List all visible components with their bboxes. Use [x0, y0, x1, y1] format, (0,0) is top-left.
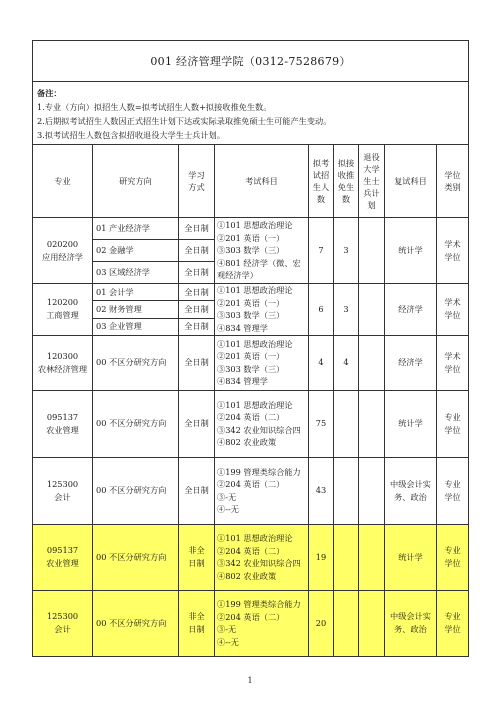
direction-cell: 03 企业管理	[93, 318, 179, 335]
exam-num-cell: 19	[309, 524, 334, 590]
veteran-cell	[359, 218, 385, 284]
header-retest: 复试科目	[385, 145, 437, 218]
mode-cell: 全日制	[179, 457, 215, 524]
major-cell: 095137 农业管理	[33, 524, 93, 590]
veteran-cell	[359, 284, 385, 336]
mode-cell: 全日制	[179, 335, 215, 390]
direction-cell: 00 不区分研究方向	[93, 390, 179, 457]
direction-cell: 02 金融学	[93, 240, 179, 262]
subjects-cell: ①199 管理类综合能力 ②204 英语（二） ③-无 ④--无	[215, 457, 309, 524]
degree-cell: 专业 学位	[437, 524, 469, 590]
subjects-cell: ①101 思想政治理论 ②201 英语（一） ③303 数学（三） ④801 经济学（微、宏观经济学）	[215, 218, 309, 284]
header-recommend-num: 拟接 收推 免生 数	[334, 145, 359, 218]
mode-cell: 非全 日制	[179, 590, 215, 656]
header-mode: 学习 方式	[179, 145, 215, 218]
subjects-cell: ①101 思想政治理论 ②204 英语（二） ③342 农业知识综合四 ④802 农业政策	[215, 390, 309, 457]
mode-cell: 全日制	[179, 262, 215, 284]
degree-cell: 学术 学位	[437, 335, 469, 390]
recommend-num-cell	[334, 390, 359, 457]
veteran-cell	[359, 335, 385, 390]
admissions-sheet	[32, 40, 468, 657]
direction-cell: 02 财务管理	[93, 301, 179, 318]
notes-heading: 备注：	[37, 88, 62, 98]
recommend-num-cell	[334, 457, 359, 524]
note-line: 2.后期拟考试招生人数因正式招生计划下达或实际录取推免硕士生可能产生变动。	[37, 116, 332, 126]
header-major: 专业	[33, 145, 93, 218]
veteran-cell	[359, 457, 385, 524]
exam-num-cell: 75	[309, 390, 334, 457]
admissions-table	[32, 40, 469, 657]
header-degree: 学位 类别	[437, 145, 469, 218]
exam-num-cell: 20	[309, 590, 334, 656]
direction-cell: 03 区域经济学	[93, 262, 179, 284]
page-title: 001 经济管理学院（0312-7528679）	[33, 41, 469, 82]
header-row	[33, 145, 469, 218]
recommend-num-cell: 3	[334, 284, 359, 336]
mode-cell: 非全 日制	[179, 524, 215, 590]
page-number: 1	[247, 676, 253, 685]
exam-num-cell: 43	[309, 457, 334, 524]
subjects-cell: ①199 管理类综合能力 ②204 英语（二） ③-无 ④--无	[215, 590, 309, 656]
retest-cell: 中级会计实务、政治	[385, 590, 437, 656]
degree-cell: 专业 学位	[437, 590, 469, 656]
direction-cell: 00 不区分研究方向	[93, 457, 179, 524]
exam-num-cell: 6	[309, 284, 334, 336]
header-subjects: 考试科目	[215, 145, 309, 218]
degree-cell: 学术 学位	[437, 218, 469, 284]
direction-cell: 01 会计学	[93, 284, 179, 301]
mode-cell: 全日制	[179, 284, 215, 301]
exam-num-cell: 4	[309, 335, 334, 390]
table-row	[33, 218, 469, 240]
table-row	[33, 457, 469, 524]
subjects-cell: ①101 思想政治理论 ②201 英语（一） ③303 数学（三） ④834 管理学	[215, 335, 309, 390]
mode-cell: 全日制	[179, 301, 215, 318]
mode-cell: 全日制	[179, 218, 215, 240]
recommend-num-cell	[334, 524, 359, 590]
retest-cell: 统计学	[385, 524, 437, 590]
header-exam-num: 拟考 试招 生人 数	[309, 145, 334, 218]
major-cell: 125300 会计	[33, 590, 93, 656]
degree-cell: 学术 学位	[437, 284, 469, 336]
subjects-cell: ①101 思想政治理论 ②201 英语（一） ③303 数学（三） ④834 管理学	[215, 284, 309, 336]
retest-cell: 统计学	[385, 218, 437, 284]
table-row	[33, 335, 469, 390]
mode-cell: 全日制	[179, 240, 215, 262]
veteran-cell	[359, 390, 385, 457]
mode-cell: 全日制	[179, 390, 215, 457]
note-line: 3.拟考试招生人数包含拟招收退役大学生士兵计划。	[37, 130, 225, 140]
major-cell: 095137 农业管理	[33, 390, 93, 457]
direction-cell: 00 不区分研究方向	[93, 524, 179, 590]
degree-cell: 专业 学位	[437, 457, 469, 524]
retest-cell: 中级会计实务、政治	[385, 457, 437, 524]
major-cell: 020200 应用经济学	[33, 218, 93, 284]
direction-cell: 00 不区分研究方向	[93, 590, 179, 656]
table-row	[33, 390, 469, 457]
veteran-cell	[359, 590, 385, 656]
note-line: 1.专业（方向）拟招生人数=拟考试招生人数+拟接收推免生数。	[37, 102, 272, 112]
degree-cell: 专业 学位	[437, 390, 469, 457]
retest-cell: 经济学	[385, 284, 437, 336]
retest-cell: 统计学	[385, 390, 437, 457]
recommend-num-cell: 4	[334, 335, 359, 390]
major-cell: 125300 会计	[33, 457, 93, 524]
table-row	[33, 590, 469, 656]
recommend-num-cell	[334, 590, 359, 656]
recommend-num-cell: 3	[334, 218, 359, 284]
direction-cell: 00 不区分研究方向	[93, 335, 179, 390]
retest-cell: 经济学	[385, 335, 437, 390]
header-veteran: 退役 大学 生士 兵计 划	[359, 145, 385, 218]
major-cell: 120300 农林经济管理	[33, 335, 93, 390]
notes-block	[33, 82, 469, 145]
direction-cell: 01 产业经济学	[93, 218, 179, 240]
subjects-cell: ①101 思想政治理论 ②204 英语（二） ③342 农业知识综合四 ④802 农业政策	[215, 524, 309, 590]
exam-num-cell: 7	[309, 218, 334, 284]
table-row	[33, 284, 469, 301]
veteran-cell	[359, 524, 385, 590]
header-direction: 研究方向	[93, 145, 179, 218]
mode-cell: 全日制	[179, 318, 215, 335]
major-cell: 120200 工商管理	[33, 284, 93, 336]
table-row	[33, 524, 469, 590]
